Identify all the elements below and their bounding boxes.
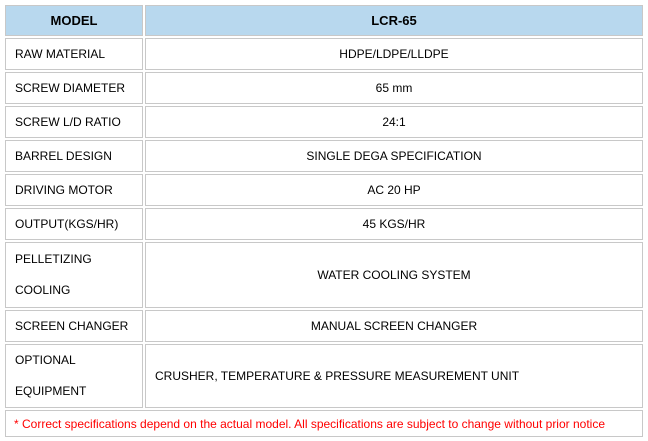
specification-table [3, 3, 645, 439]
row-label-driving-motor: DRIVING MOTOR [5, 174, 143, 206]
row-label-optional-equipment [5, 344, 143, 408]
row-label-barrel-design: BARREL DESIGN [5, 140, 143, 172]
footnote-row [5, 410, 643, 437]
row-value-screw-ld-ratio: 24:1 [145, 106, 643, 138]
table-row [5, 140, 643, 172]
table-row [5, 310, 643, 342]
table-row [5, 72, 643, 104]
row-value-optional-equipment: CRUSHER, TEMPERATURE & PRESSURE MEASUREMENT UNIT [145, 344, 643, 408]
table-row [5, 242, 643, 308]
row-label-output: OUTPUT(KGS/HR) [5, 208, 143, 240]
table-row [5, 344, 643, 408]
optional-label-line2: EQUIPMENT [15, 384, 87, 398]
pelletizing-label-line1: PELLETIZING [15, 252, 92, 266]
table-row [5, 38, 643, 70]
row-value-output: 45 KGS/HR [145, 208, 643, 240]
row-label-pelletizing-cooling [5, 242, 143, 308]
row-value-raw-material: HDPE/LDPE/LLDPE [145, 38, 643, 70]
row-label-raw-material: RAW MATERIAL [5, 38, 143, 70]
row-value-driving-motor: AC 20 HP [145, 174, 643, 206]
header-row [5, 5, 643, 36]
row-label-screen-changer: SCREEN CHANGER [5, 310, 143, 342]
row-label-screw-ld-ratio: SCREW L/D RATIO [5, 106, 143, 138]
row-label-screw-diameter: SCREW DIAMETER [5, 72, 143, 104]
row-value-screen-changer: MANUAL SCREEN CHANGER [145, 310, 643, 342]
row-value-screw-diameter: 65 mm [145, 72, 643, 104]
row-value-pelletizing-cooling: WATER COOLING SYSTEM [145, 242, 643, 308]
optional-label-line1: OPTIONAL [15, 353, 76, 367]
table-row [5, 174, 643, 206]
header-model-value: LCR-65 [145, 5, 643, 36]
row-value-barrel-design: SINGLE DEGA SPECIFICATION [145, 140, 643, 172]
header-model-label: MODEL [5, 5, 143, 36]
table-row [5, 208, 643, 240]
footnote-text: * Correct specifications depend on the actual model. All specifications are subject to change without prior notice [5, 410, 643, 437]
pelletizing-label-line2: COOLING [15, 283, 71, 297]
table-row [5, 106, 643, 138]
